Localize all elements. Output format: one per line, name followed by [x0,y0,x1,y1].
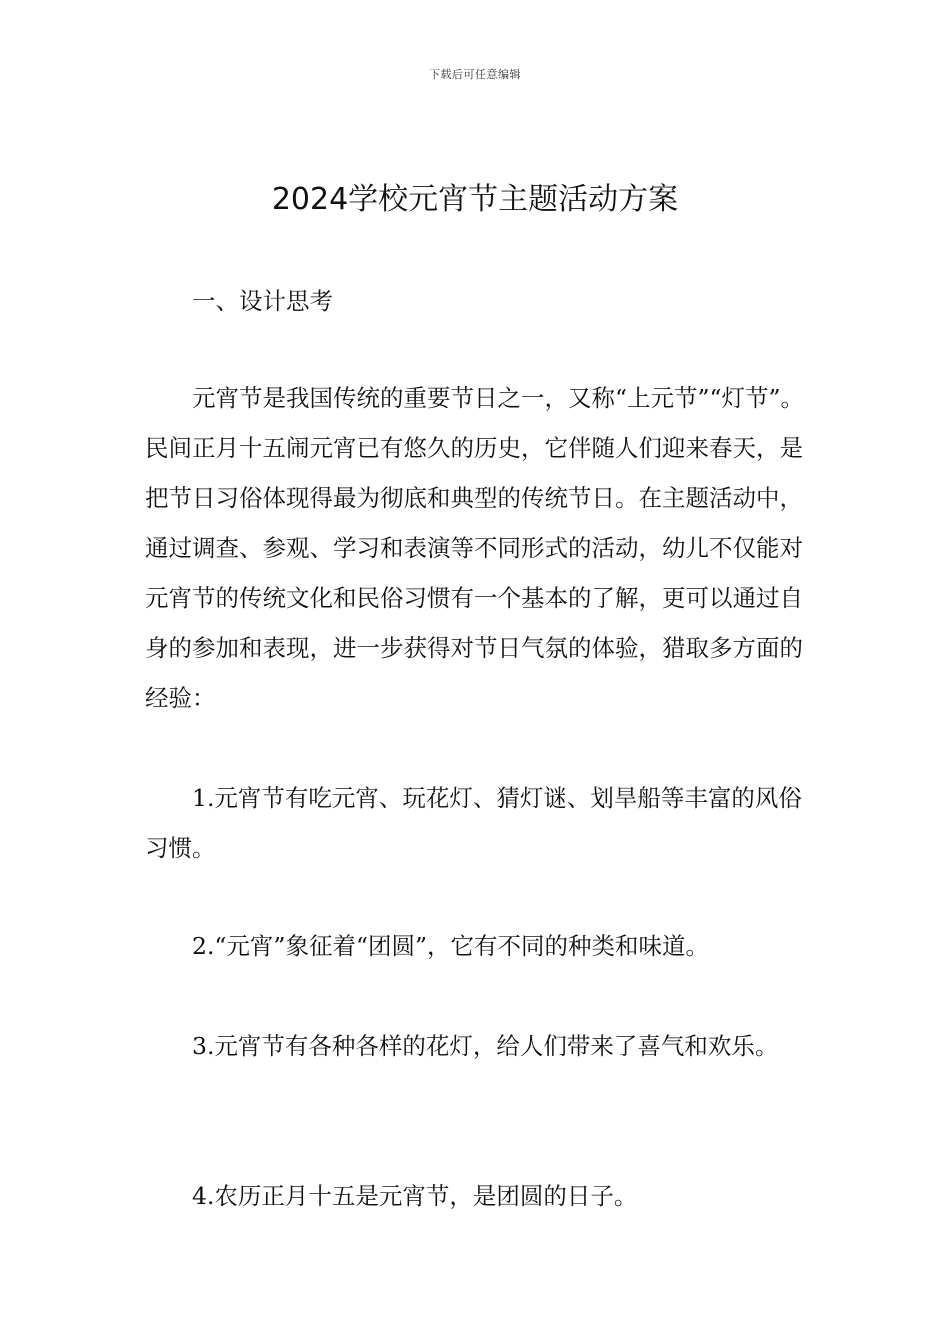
list-item: 3.元宵节有各种各样的花灯，给人们带来了喜气和欢乐。 [192,1032,779,1060]
section-heading: 一、设计思考 [192,287,333,315]
list-item: 2.“元宵”象征着“团圆”，它有不同的种类和味道。 [192,932,709,960]
list-item: 4.农历正月十五是元宵节，是团圆的日子。 [192,1182,638,1210]
document-title: 2024学校元宵节主题活动方案 [271,182,679,217]
list-item: 1.元宵节有吃元宵、玩花灯、猜灯谜、划旱船等丰富的风俗习惯。 [145,784,802,862]
intro-paragraph: 元宵节是我国传统的重要节日之一，又称“上元节”“灯节”。民间正月十五闹元宵已有悠久的历史，它伴随人们迎来春天，是把节日习俗体现得最为彻底和典型的传统节日。在主题活动中，通过调查、参观、学习和表演等不同形式的活动，幼儿不仅能对元宵节的传统文化和民俗习惯有一个基本的了解，更可以通过自身的参加和表现，进一步获得对节日气氛的体验，猎取多方面的经验： [145,384,805,712]
header-note: 下载后可任意编辑 [429,68,521,81]
